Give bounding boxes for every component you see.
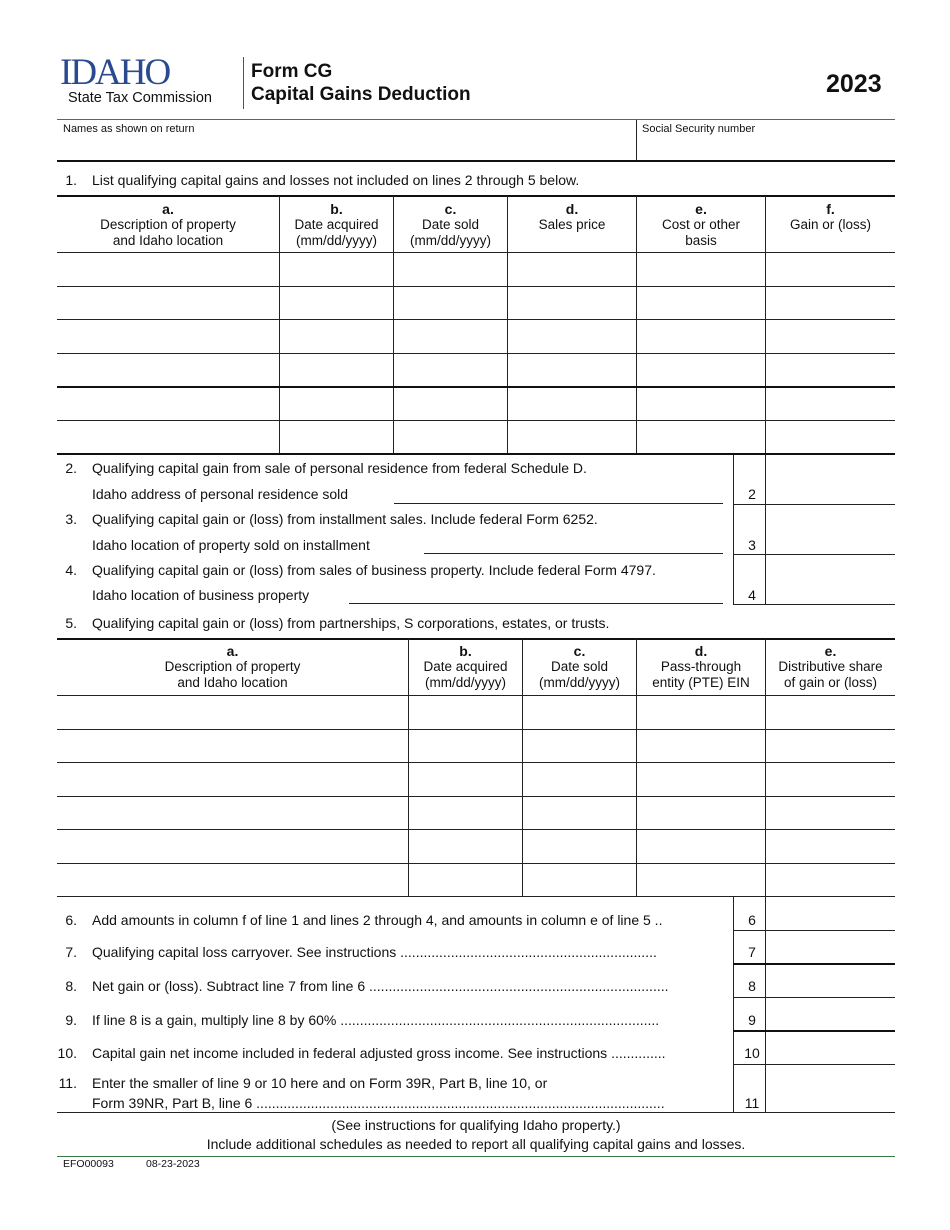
line-2-box-label: 2 bbox=[748, 486, 756, 502]
line-11-text: Enter the smaller of line 9 or 10 here and on Form 39R, Part B, line 10, or bbox=[92, 1075, 548, 1091]
line-7-box-label: 7 bbox=[748, 944, 756, 960]
line-5-row[interactable] bbox=[57, 730, 895, 762]
line-4-box-label: 4 bbox=[748, 587, 756, 603]
line-2-text: Qualifying capital gain from sale of personal residence from federal Schedule D. bbox=[92, 460, 587, 476]
line-9-box-label: 9 bbox=[748, 1012, 756, 1028]
divider bbox=[57, 638, 895, 640]
line-5-row[interactable] bbox=[57, 797, 895, 829]
line-4-sub-label: Idaho location of business property bbox=[92, 587, 310, 603]
footer-note-1: (See instructions for qualifying Idaho property.) bbox=[331, 1117, 621, 1133]
footer-rule bbox=[57, 1156, 895, 1157]
line-10-box-label: 10 bbox=[744, 1045, 760, 1061]
line-1-row[interactable] bbox=[57, 253, 895, 286]
divider bbox=[57, 160, 895, 162]
line-1-row[interactable] bbox=[57, 320, 895, 353]
line-4-text: Qualifying capital gain or (loss) from sales of business property. Include federal Form 4797. bbox=[92, 562, 656, 578]
line-1-col-b-header: b. Date acquired (mm/dd/yyyy) bbox=[294, 201, 379, 248]
line-3-box-label: 3 bbox=[748, 537, 756, 553]
line-11-text-cont: Form 39NR, Part B, line 6 ......................................................................................................... bbox=[92, 1095, 665, 1111]
line-1-row[interactable] bbox=[57, 388, 895, 420]
form-year: 2023 bbox=[826, 70, 882, 98]
divider bbox=[57, 1112, 895, 1113]
line-2-sub-label: Idaho address of personal residence sold bbox=[92, 486, 349, 502]
line-3-sub-label: Idaho location of property sold on installment bbox=[92, 537, 370, 553]
line-2-amount[interactable] bbox=[766, 456, 895, 504]
names-field[interactable] bbox=[57, 136, 636, 160]
line-1-col-e-header: e. Cost or other basis bbox=[661, 201, 741, 248]
line-1-number: 1. bbox=[65, 172, 77, 188]
names-label: Names as shown on return bbox=[63, 123, 195, 135]
form-number: Form CG bbox=[251, 61, 333, 82]
ssn-label: Social Security number bbox=[642, 123, 756, 135]
line-6-amount[interactable] bbox=[766, 897, 895, 930]
line-1-row[interactable] bbox=[57, 354, 895, 386]
line-6-box-label: 6 bbox=[748, 912, 756, 928]
agency-name: State Tax Commission bbox=[68, 90, 212, 106]
line-11-box-label: 11 bbox=[744, 1095, 760, 1111]
line-11-amount[interactable] bbox=[766, 1065, 895, 1112]
line-8-box-label: 8 bbox=[748, 978, 756, 994]
ssn-field[interactable] bbox=[637, 136, 895, 160]
line-7-text: Qualifying capital loss carryover. See instructions .................................................................. bbox=[92, 944, 657, 960]
divider bbox=[733, 604, 895, 605]
line-1-col-a-header: a. Description of property and Idaho location bbox=[100, 201, 236, 248]
revision-date: 08-23-2023 bbox=[146, 1158, 200, 1170]
line-5-text: Qualifying capital gain or (loss) from partnerships, S corporations, estates, or trusts. bbox=[92, 615, 610, 631]
line-10-number: 10. bbox=[57, 1045, 77, 1061]
line-5-row[interactable] bbox=[57, 763, 895, 796]
line-5-col-c-header: c. Date sold (mm/dd/yyyy) bbox=[539, 643, 620, 690]
header-rule bbox=[57, 119, 895, 120]
line-8-number: 8. bbox=[65, 978, 77, 994]
line-3-number: 3. bbox=[65, 511, 77, 527]
business-property-location-field[interactable] bbox=[349, 603, 723, 604]
header-divider bbox=[243, 57, 244, 109]
line-8-text: Net gain or (loss). Subtract line 7 from line 6 ............................................................................. bbox=[92, 978, 669, 994]
line-7-amount[interactable] bbox=[766, 931, 895, 963]
divider bbox=[733, 455, 734, 605]
installment-location-field[interactable] bbox=[424, 553, 723, 554]
line-1-text: List qualifying capital gains and losses not included on lines 2 through 5 below. bbox=[92, 172, 580, 188]
line-2-number: 2. bbox=[65, 460, 77, 476]
line-9-amount[interactable] bbox=[766, 998, 895, 1030]
line-4-number: 4. bbox=[65, 562, 77, 578]
line-3-amount[interactable] bbox=[766, 505, 895, 554]
line-5-number: 5. bbox=[65, 615, 77, 631]
line-5-row[interactable] bbox=[57, 864, 895, 896]
divider bbox=[57, 453, 895, 455]
line-1-row[interactable] bbox=[57, 287, 895, 319]
line-1-row[interactable] bbox=[57, 421, 895, 453]
line-5-row[interactable] bbox=[57, 830, 895, 863]
line-10-text: Capital gain net income included in federal adjusted gross income. See instructions .............. bbox=[92, 1045, 666, 1061]
line-7-number: 7. bbox=[65, 944, 77, 960]
form-code: EFO00093 bbox=[63, 1158, 114, 1170]
line-11-number: 11. bbox=[58, 1075, 77, 1091]
line-6-number: 6. bbox=[65, 912, 77, 928]
line-10-amount[interactable] bbox=[766, 1032, 895, 1064]
line-9-text: If line 8 is a gain, multiply line 8 by 60% .................................................................................. bbox=[92, 1012, 660, 1028]
idaho-logo: IDAHO bbox=[60, 52, 170, 93]
line-8-amount[interactable] bbox=[766, 965, 895, 997]
line-4-amount[interactable] bbox=[766, 555, 895, 604]
line-5-col-d-header: d. Pass-through entity (PTE) EIN bbox=[652, 643, 750, 690]
residence-address-field[interactable] bbox=[394, 503, 723, 504]
footer-note-2: Include additional schedules as needed to report all qualifying capital gains and losses. bbox=[206, 1136, 746, 1152]
line-1-col-d-header: d. Sales price bbox=[538, 201, 606, 232]
line-9-number: 9. bbox=[65, 1012, 77, 1028]
line-6-text: Add amounts in column f of line 1 and lines 2 through 4, and amounts in column e of line 5 .. bbox=[92, 912, 663, 928]
divider bbox=[57, 195, 895, 197]
line-5-row[interactable] bbox=[57, 696, 895, 729]
form-name: Capital Gains Deduction bbox=[251, 84, 471, 105]
line-5-col-a-header: a. Description of property and Idaho location bbox=[164, 643, 301, 690]
line-1-col-f-header: f. Gain or (loss) bbox=[789, 201, 872, 232]
line-3-text: Qualifying capital gain or (loss) from installment sales. Include federal Form 6252. bbox=[92, 511, 598, 527]
line-5-col-e-header: e. Distributive share of gain or (loss) bbox=[778, 643, 883, 690]
line-1-col-c-header: c. Date sold (mm/dd/yyyy) bbox=[410, 201, 491, 248]
line-5-col-b-header: b. Date acquired (mm/dd/yyyy) bbox=[423, 643, 508, 690]
form-title bbox=[251, 60, 471, 106]
